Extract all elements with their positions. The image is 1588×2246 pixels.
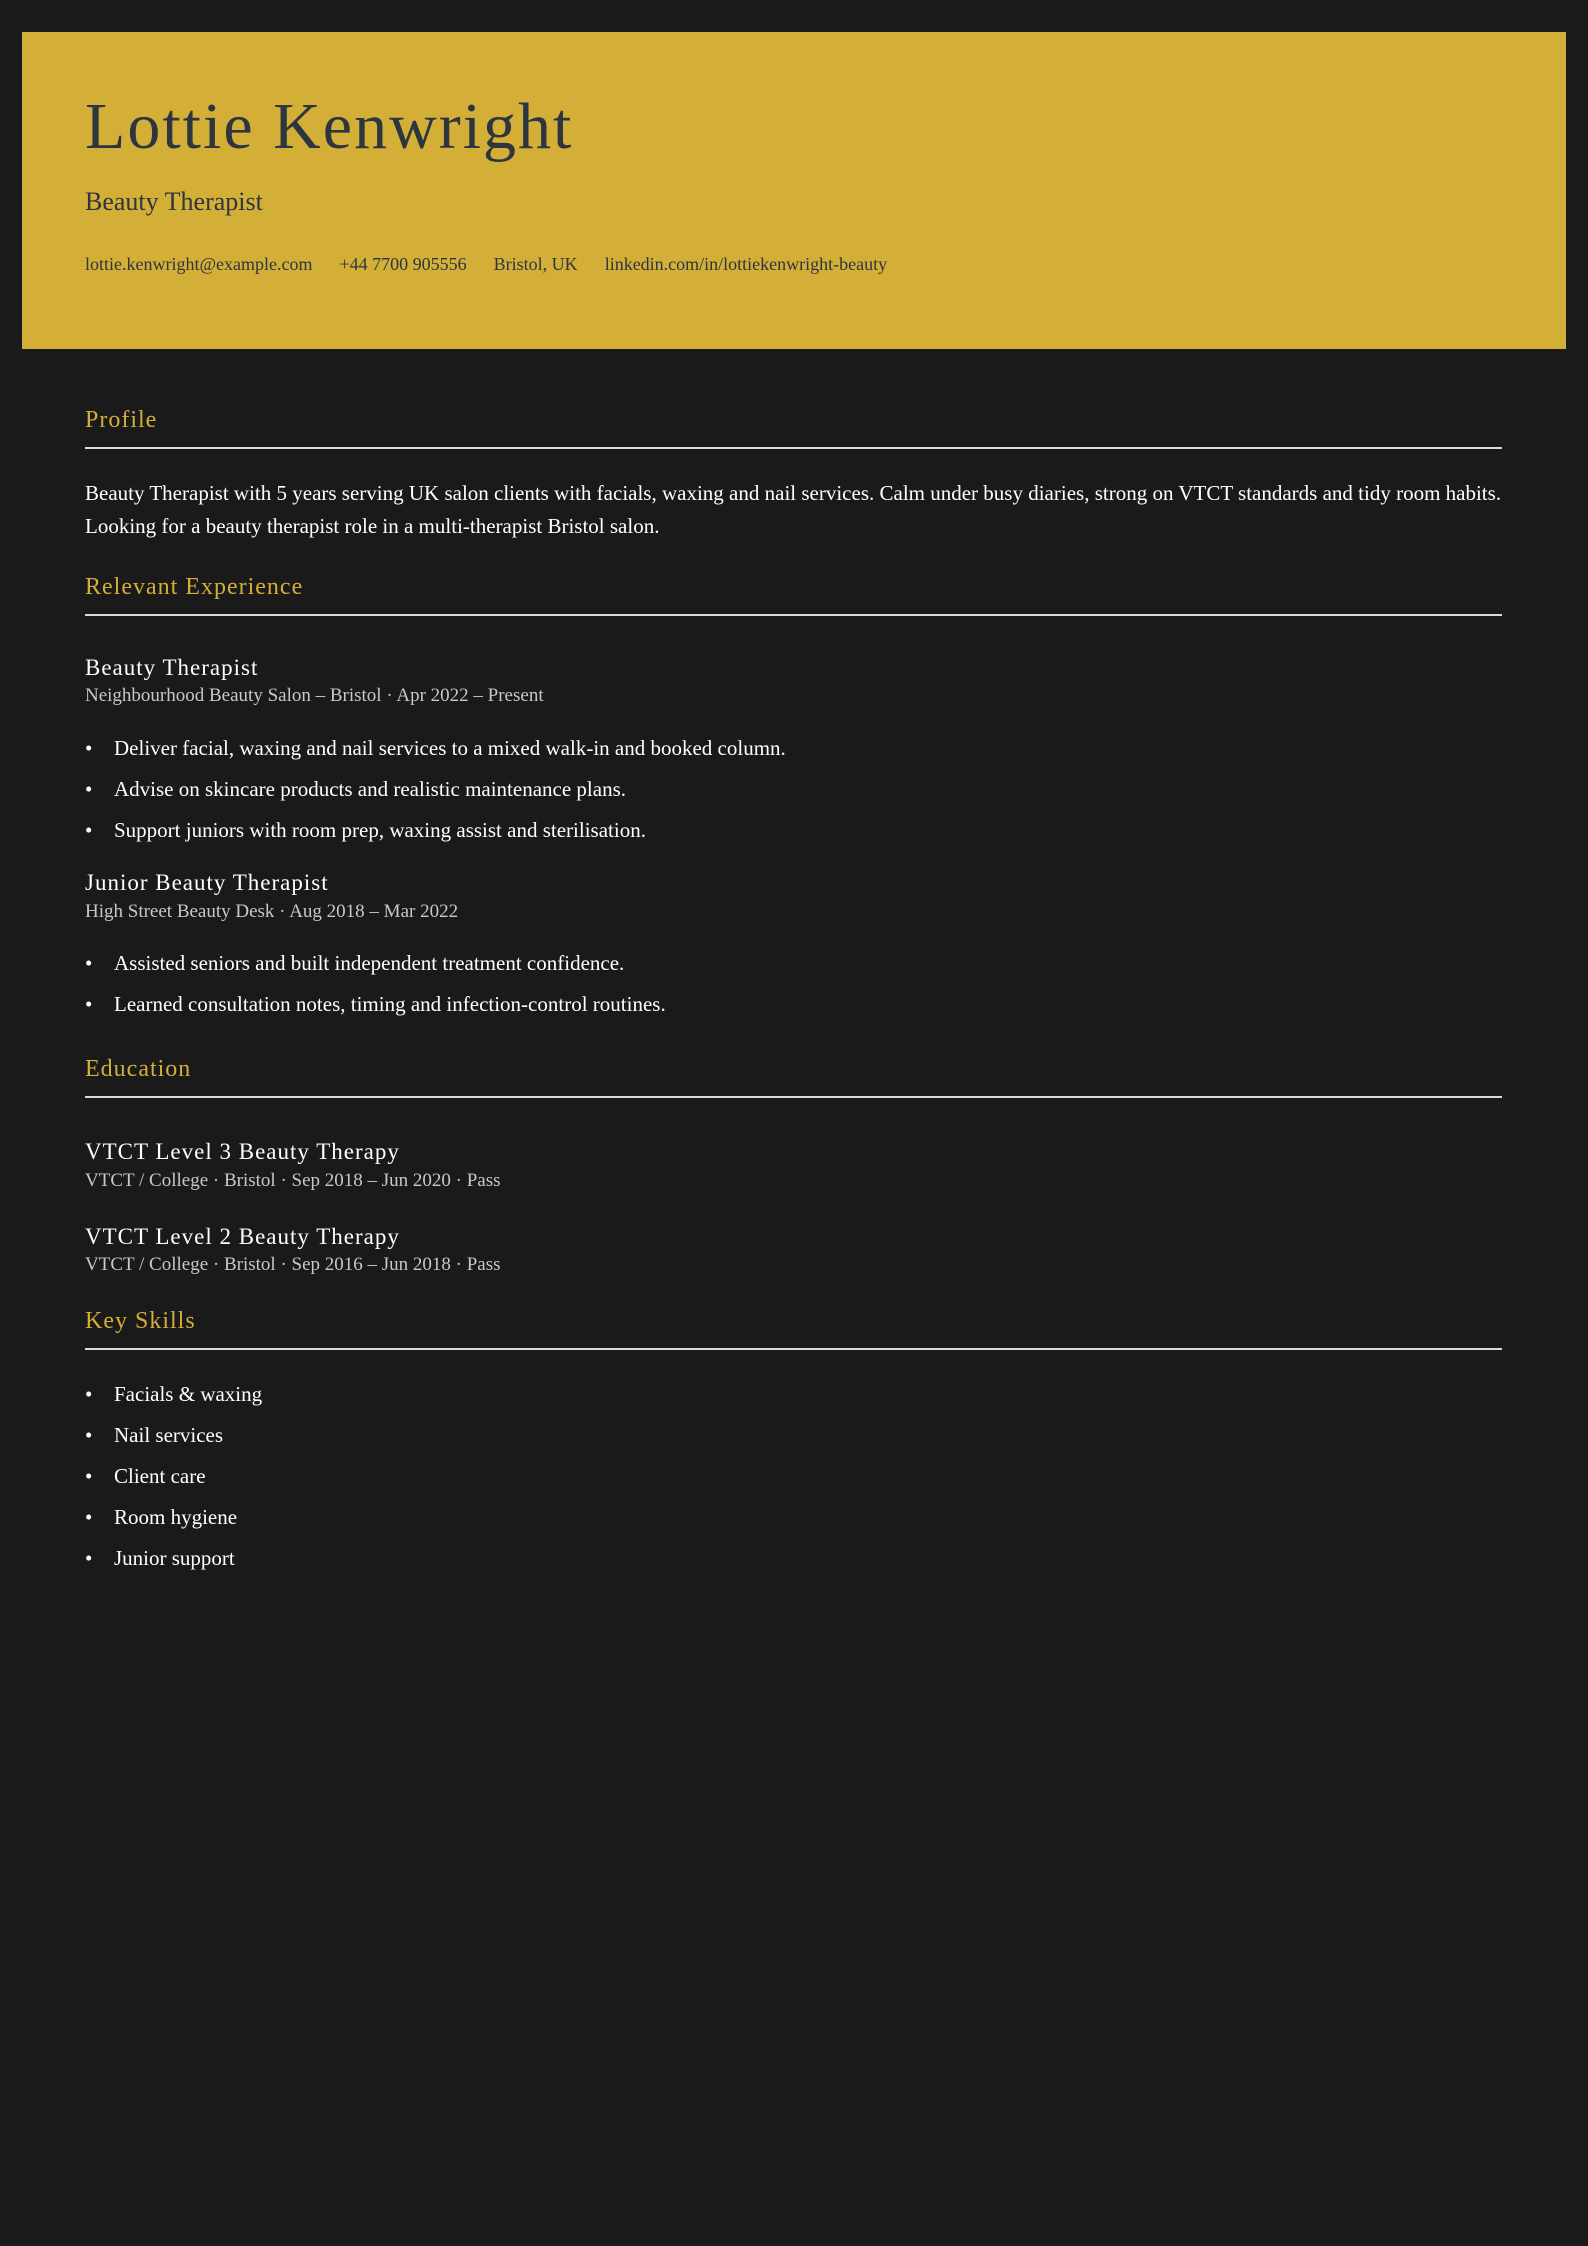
job-bullets (85, 943, 1502, 1025)
skill-item: • Room hygiene (85, 1497, 1502, 1538)
section-title-education: Education (85, 1049, 1502, 1098)
skill-item: • Facials & waxing (85, 1374, 1502, 1415)
job-title: Beauty Therapist (85, 654, 259, 680)
contact-phone[interactable]: +44 7700 905556 (339, 254, 467, 274)
candidate-name: Lottie Kenwright (85, 90, 574, 163)
education-meta: VTCT / College · Bristol · Sep 2016 – Jun 2018 · Pass (85, 1254, 501, 1276)
resume-body (85, 400, 1502, 1579)
contact-row (85, 254, 887, 276)
profile-text: Beauty Therapist with 5 years serving UK salon clients with facials, waxing and nail services. Calm under busy diaries, strong on VTCT standards and tidy room habits. Looking for a beauty therapist role in a multi-therapist Bristol salon. (85, 480, 1502, 538)
job-bullets (85, 728, 1502, 851)
job-meta: High Street Beauty Desk · Aug 2018 – Mar 2022 (85, 900, 459, 922)
resume-header (22, 32, 1566, 349)
skill-item: • Client care (85, 1456, 1502, 1497)
bullet-item: • Assisted seniors and built independent treatment confidence. (85, 943, 1502, 984)
job-meta: Neighbourhood Beauty Salon – Bristol · Apr 2022 – Present (85, 685, 544, 707)
education-title: VTCT Level 3 Beauty Therapy (85, 1139, 400, 1165)
job-title: Junior Beauty Therapist (85, 869, 329, 895)
contact-location: Bristol, UK (493, 254, 578, 274)
section-title-profile: Profile (85, 400, 1502, 449)
education-section (85, 1049, 1502, 1277)
skill-item: • Nail services (85, 1415, 1502, 1456)
section-title-skills: Key Skills (85, 1301, 1502, 1350)
education-meta: VTCT / College · Bristol · Sep 2018 – Jun 2020 · Pass (85, 1169, 501, 1191)
section-title-experience: Relevant Experience (85, 567, 1502, 616)
job-entry (85, 654, 1502, 851)
job-entry (85, 869, 1502, 1025)
skills-section (85, 1301, 1502, 1579)
profile-section (85, 400, 1502, 543)
bullet-item: • Support juniors with room prep, waxing assist and sterilisation. (85, 810, 1502, 851)
experience-section (85, 567, 1502, 1026)
bullet-item: • Deliver facial, waxing and nail services to a mixed walk-in and booked column. (85, 728, 1502, 769)
bullet-item: • Learned consultation notes, timing and infection-control routines. (85, 984, 1502, 1025)
education-title: VTCT Level 2 Beauty Therapy (85, 1223, 400, 1249)
contact-linkedin[interactable]: linkedin.com/in/lottiekenwright-beauty (604, 254, 888, 274)
contact-email[interactable]: lottie.kenwright@example.com (85, 254, 313, 274)
candidate-role: Beauty Therapist (85, 187, 263, 216)
skill-item: • Junior support (85, 1538, 1502, 1579)
skills-list (85, 1374, 1502, 1579)
bullet-item: • Advise on skincare products and realistic maintenance plans. (85, 769, 1502, 810)
